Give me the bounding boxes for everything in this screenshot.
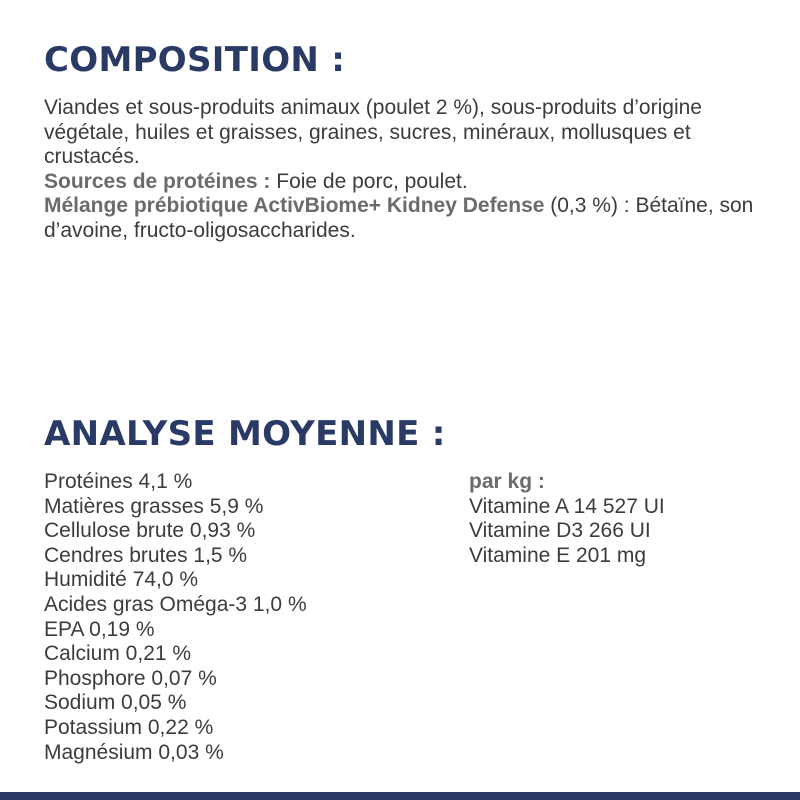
ingredients-text: Viandes et sous-produits animaux (poulet 2 %), sous-produits d’origine végétale, huiles et graisses, graines, sucres, minéraux, mollusques et crustacés. bbox=[44, 96, 702, 168]
composition-text bbox=[44, 96, 774, 243]
analysis-item: Magnésium 0,03 % bbox=[44, 740, 224, 764]
composition-heading: COMPOSITION : bbox=[44, 40, 346, 80]
vitamins-block bbox=[469, 470, 665, 568]
protein-sources-label: Sources de protéines : bbox=[44, 169, 271, 193]
analysis-item: Phosphore 0,07 % bbox=[44, 666, 217, 690]
protein-sources-value: Foie de porc, poulet. bbox=[270, 169, 468, 193]
vitamin-item: Vitamine D3 266 UI bbox=[469, 519, 651, 543]
vitamin-item: Vitamine A 14 527 UI bbox=[469, 494, 665, 518]
footer-bar bbox=[0, 792, 800, 800]
analysis-list bbox=[44, 470, 307, 765]
analysis-item: Acides gras Oméga-3 1,0 % bbox=[44, 592, 307, 616]
prebiotic-label: Mélange prébiotique ActivBiome+ Kidney Defense bbox=[44, 194, 545, 217]
vitamin-item: Vitamine E 201 mg bbox=[469, 543, 647, 567]
prebiotic-line bbox=[44, 194, 774, 243]
analysis-item: Potassium 0,22 % bbox=[44, 715, 214, 739]
analysis-item: Protéines 4,1 % bbox=[44, 470, 193, 493]
vitamins-title: par kg : bbox=[469, 470, 545, 493]
analysis-item: EPA 0,19 % bbox=[44, 617, 155, 641]
analysis-item: Calcium 0,21 % bbox=[44, 642, 192, 666]
protein-sources-line bbox=[44, 170, 774, 195]
analysis-heading: ANALYSE MOYENNE : bbox=[44, 414, 446, 454]
vitamins-list bbox=[469, 495, 665, 569]
analysis-item: Sodium 0,05 % bbox=[44, 691, 187, 715]
analysis-item: Humidité 74,0 % bbox=[44, 568, 199, 592]
analysis-item: Cendres brutes 1,5 % bbox=[44, 543, 248, 567]
analysis-item: Matières grasses 5,9 % bbox=[44, 494, 264, 518]
analysis-item: Cellulose brute 0,93 % bbox=[44, 519, 256, 543]
prebiotic-value: (0,3 %) : Bétaïne, son d’avoine, fructo-oligosaccharides. bbox=[44, 194, 754, 242]
